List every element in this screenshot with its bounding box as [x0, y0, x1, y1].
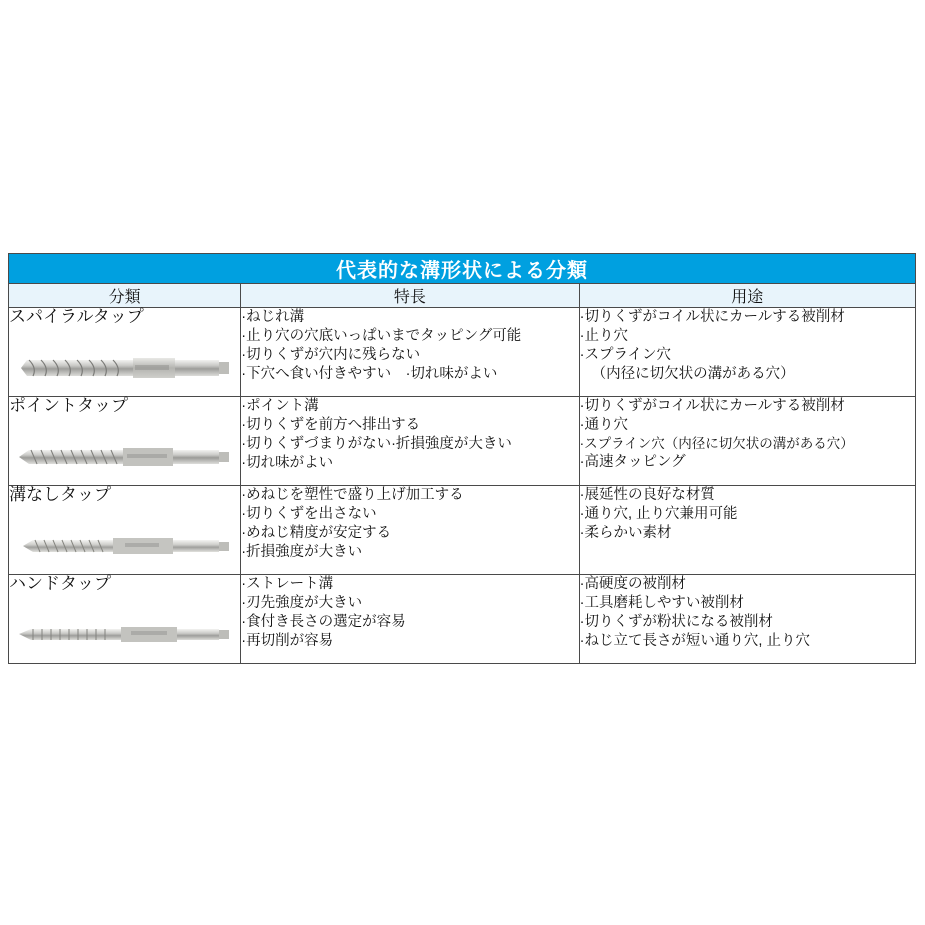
category-cell	[9, 308, 241, 397]
feature-line: ·折損強度が大きい	[241, 544, 363, 561]
use-line: ·ねじ立て長さが短い通り穴, 止り穴	[579, 633, 810, 650]
use-line: ·展延性の良好な材質	[579, 487, 715, 503]
feature-line: ·切りくずを前方へ排出する	[241, 417, 421, 434]
hand-tap-photo	[13, 605, 237, 659]
feature-line: ·刃先強度が大きい	[241, 595, 363, 612]
table-row	[9, 308, 916, 397]
column-header-features: 特長	[241, 284, 579, 308]
use-line: ·通り穴	[579, 417, 628, 434]
use-line: ·切りくずが粉状になる被削材	[579, 614, 773, 631]
feature-line: ·切りくずが穴内に残らない	[241, 347, 421, 364]
uses-cell	[579, 308, 915, 397]
grooveless-tap-photo	[13, 516, 237, 570]
feature-line: ·切りくずを出さない	[241, 506, 377, 523]
use-line: ·切りくずがコイル状にカールする被削材	[579, 309, 845, 325]
tap-classification-table-wrapper	[8, 253, 916, 664]
feature-line: ·食付き長さの選定が容易	[241, 614, 406, 631]
uses-cell	[579, 575, 915, 664]
tap-classification-table	[8, 253, 916, 664]
uses-cell	[579, 486, 915, 575]
column-header-category: 分類	[9, 284, 241, 308]
feature-line: ·再切削が容易	[241, 633, 334, 650]
feature-line: ·切れ味がよい	[241, 455, 334, 472]
feature-line: ·ねじれ溝	[241, 309, 305, 325]
use-line: ·スプライン穴	[579, 347, 672, 364]
column-header-uses: 用途	[579, 284, 915, 308]
feature-line: ·めねじ精度が安定する	[241, 525, 392, 542]
table-row	[9, 486, 916, 575]
category-cell	[9, 575, 241, 664]
uses-cell	[579, 397, 915, 486]
feature-line: ·切りくずづまりがない·折損強度が大きい	[241, 436, 512, 453]
features-cell	[241, 575, 579, 664]
table-title: 代表的な溝形状による分類	[9, 254, 916, 284]
feature-line: ·めねじを塑性で盛り上げ加工する	[241, 487, 464, 503]
feature-line: ·ポイント溝	[241, 398, 319, 414]
category-cell	[9, 397, 241, 486]
category-label: ハンドタップ	[9, 574, 111, 593]
use-line: ·スプライン穴（内径に切欠状の溝がある穴）	[579, 436, 854, 452]
category-label: スパイラルタップ	[9, 307, 144, 326]
use-line: ·高硬度の被削材	[579, 576, 686, 592]
table-header-row	[9, 284, 916, 308]
features-cell	[241, 308, 579, 397]
feature-line: ·下穴へ食い付きやすい ·切れ味がよい	[241, 366, 498, 383]
table-row	[9, 575, 916, 664]
category-label: ポイントタップ	[9, 396, 128, 415]
feature-line: ·止り穴の穴底いっぱいまでタッピング可能	[241, 328, 522, 345]
table-title-row	[9, 254, 916, 284]
table-row	[9, 397, 916, 486]
use-line: ·工具磨耗しやすい被削材	[579, 595, 744, 612]
use-line: ·止り穴	[579, 328, 628, 345]
category-label: 溝なしタップ	[9, 485, 111, 504]
category-cell	[9, 486, 241, 575]
use-line: ·高速タッピング	[579, 454, 686, 471]
feature-line: ·ストレート溝	[241, 576, 334, 592]
features-cell	[241, 486, 579, 575]
use-line: ·切りくずがコイル状にカールする被削材	[579, 398, 845, 414]
use-line: ·通り穴, 止り穴兼用可能	[579, 506, 738, 523]
use-line: （内径に切欠状の溝がある穴）	[591, 366, 795, 383]
use-line: ·柔らかい素材	[579, 525, 672, 542]
point-tap-photo	[13, 427, 237, 481]
features-cell	[241, 397, 579, 486]
spiral-tap-photo	[13, 338, 237, 392]
